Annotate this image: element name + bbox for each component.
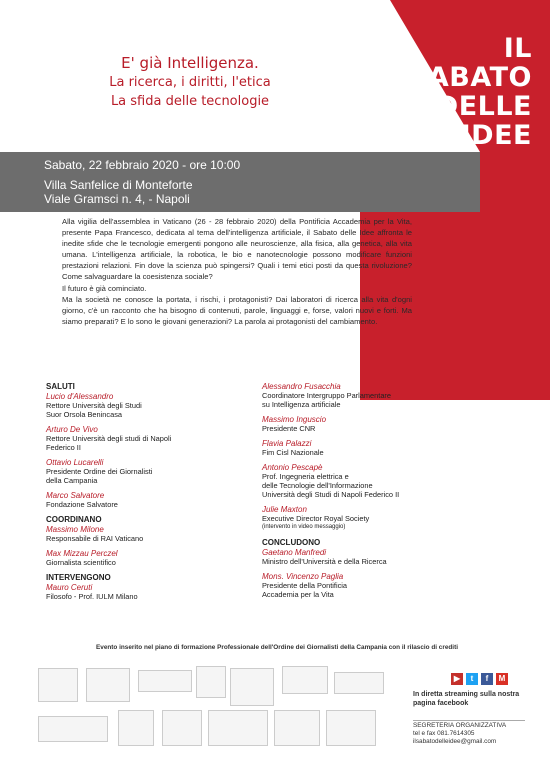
- speaker-name: Lucio d'Alessandro: [46, 392, 114, 401]
- streaming-note: In diretta streaming sulla nostra pagina facebook: [413, 691, 520, 707]
- secretariat: [413, 720, 533, 746]
- speaker-role: Responsabile di RAI Vaticano: [46, 534, 144, 543]
- divider: [413, 720, 525, 721]
- speaker-name: Massimo Inguscio: [262, 415, 327, 424]
- speaker-name: Mauro Ceruti: [46, 583, 93, 592]
- sponsor-logos: [38, 666, 388, 766]
- speaker-name: Alessandro Fusacchia: [262, 382, 341, 391]
- brand-line-1: IL: [503, 33, 532, 64]
- speaker-role: Coordinatore Intergruppo Parlamentare: [262, 391, 392, 400]
- speaker-role: Rettore Università degli studi di Napoli: [46, 434, 172, 443]
- intro-paragraph-3: Ma la società ne conosce la portata, i rischi, i protagonisti? Dai laboratori di ricerca alla vita d'ogni giorno, c'è un racconto che ha bisogno di contenuti, parole, linguaggi e, forse, valori nuovi e forti. Ma siamo preparati? E lo sono le giovani generazioni? La parola ai protagonisti del cambiamento.: [62, 294, 412, 326]
- sponsor-logo: [282, 666, 328, 694]
- speaker-name: Julie Maxton: [262, 505, 307, 514]
- intro-paragraph-2: Il futuro è già cominciato.: [62, 283, 147, 293]
- speaker-role: Filosofo - Prof. IULM Milano: [46, 592, 138, 601]
- secretariat-label: SEGRETERIA ORGANIZZATIVA: [413, 722, 507, 729]
- speaker-role: Giornalista scientifico: [46, 558, 116, 567]
- speaker-entry: [262, 505, 462, 532]
- speaker-role: Prof. Ingegneria elettrica e: [262, 472, 349, 481]
- secretariat-email[interactable]: ilsabatodelleidee@gmail.com: [413, 738, 497, 745]
- speaker-entry: [46, 392, 246, 419]
- event-address: Viale Gramsci n. 4, - Napoli: [44, 192, 190, 206]
- speaker-role: della Campania: [46, 476, 98, 485]
- sponsor-logo: [138, 670, 192, 692]
- sponsor-logo: [326, 710, 376, 746]
- sponsor-logo: [334, 672, 384, 694]
- intro-text: [62, 216, 412, 327]
- speaker-entry: [262, 463, 462, 499]
- social-links: [451, 673, 508, 685]
- event-venue: Villa Sanfelice di Monteforte: [44, 178, 193, 192]
- speaker-role: Rettore Università degli Studi: [46, 401, 142, 410]
- speaker-role: Università degli Studi di Napoli Federico II: [262, 490, 400, 499]
- secretariat-phone: tel e fax 081.7614305: [413, 730, 475, 737]
- speaker-role: Suor Orsola Benincasa: [46, 410, 122, 419]
- speaker-entry: [46, 549, 246, 567]
- sponsor-logo: [196, 666, 226, 698]
- coordinano-heading: COORDINANO: [46, 515, 102, 524]
- intervengono-heading: INTERVENGONO: [46, 573, 111, 582]
- speaker-name: Antonio Pescapè: [262, 463, 323, 472]
- twitter-icon[interactable]: t: [466, 673, 478, 685]
- sponsor-logo: [86, 668, 130, 702]
- speaker-name: Marco Salvatore: [46, 491, 105, 500]
- speaker-name: Max Mizzau Perczel: [46, 549, 118, 558]
- main-title: E' già Intelligenza.: [121, 54, 259, 72]
- speaker-entry: [262, 548, 462, 566]
- speaker-role: delle Tecnologie dell'Informazione: [262, 481, 373, 490]
- gmail-icon[interactable]: M: [496, 673, 508, 685]
- speaker-entry: [46, 425, 246, 452]
- intro-paragraph-1: Alla vigilia dell'assemblea in Vaticano (26 - 28 febbraio 2020) della Pontificia Accademia per la Vita, presente Papa Francesco, dedicata al tema dell'intelligenza artificiale, il Sabato delle Idee affronta le inedite sfide che le tecnologie emergenti pongono alle neuroscienze, alla fisica, alla genetica, alla vita umana. L'intelligenza artificiale, la robotica, le bio e nanotecnologie possono modificare funzioni prestazioni relazioni. Fin dove la scienza può spingersi? Quali i temi etici posti da questa rivoluzione? Come salvaguardare la coesistenza sociale?: [62, 217, 412, 282]
- sponsor-logo: [38, 716, 108, 742]
- speaker-role: Executive Director Royal Society: [262, 514, 370, 523]
- sponsor-logo: [208, 710, 268, 746]
- speaker-role: Accademia per la Vita: [262, 590, 334, 599]
- brand-line-3: DELLE: [435, 91, 532, 122]
- speaker-name: Gaetano Manfredi: [262, 548, 327, 557]
- subtitle-2: La sfida delle tecnologie: [110, 94, 270, 109]
- accreditation-note: Evento inserito nel piano di formazione Professionale dell'Ordine dei Giornalisti della Campania con il rilascio di crediti: [96, 644, 458, 651]
- speaker-role: Fim Cisl Nazionale: [262, 448, 324, 457]
- speaker-role: su Intelligenza artificiale: [262, 400, 341, 409]
- page-titles: [40, 53, 340, 111]
- brand-line-4: IDEE: [460, 120, 532, 151]
- brand-line-2: SABATO: [407, 62, 532, 93]
- sponsor-logo: [118, 710, 154, 746]
- subtitle-1: La ricerca, i diritti, l'etica: [109, 75, 271, 90]
- speaker-role: Presidente CNR: [262, 424, 316, 433]
- speaker-entry: [46, 525, 246, 543]
- sponsor-logo: [230, 668, 274, 706]
- speaker-name: Ottavio Lucarelli: [46, 458, 104, 467]
- sponsor-logo: [162, 710, 202, 746]
- speaker-role: Federico II: [46, 443, 81, 452]
- youtube-icon[interactable]: ▶: [451, 673, 463, 685]
- speaker-entry: [262, 415, 462, 433]
- concludono-heading: CONCLUDONO: [262, 538, 321, 547]
- sponsor-logo: [38, 668, 78, 702]
- sponsor-logo: [274, 710, 320, 746]
- speaker-name: Mons. Vincenzo Paglia: [262, 572, 344, 581]
- speaker-role: (intervento in video messaggio): [262, 524, 346, 530]
- saluti-heading: SALUTI: [46, 382, 75, 391]
- speaker-name: Massimo Milone: [46, 525, 104, 534]
- speaker-name: Arturo De Vivo: [46, 425, 98, 434]
- speaker-entry: [46, 458, 246, 485]
- event-date: Sabato, 22 febbraio 2020 - ore 10:00: [44, 158, 241, 172]
- program-left-column: [46, 382, 246, 607]
- speaker-entry: [46, 491, 246, 509]
- speaker-entry: [262, 439, 462, 457]
- speaker-entry: [46, 583, 246, 601]
- facebook-icon[interactable]: f: [481, 673, 493, 685]
- speaker-name: Flavia Palazzi: [262, 439, 312, 448]
- speaker-role: Ministro dell'Università e della Ricerca: [262, 557, 387, 566]
- program-right-column: [262, 382, 462, 605]
- speaker-role: Presidente della Pontificia: [262, 581, 348, 590]
- speaker-role: Presidente Ordine dei Giornalisti: [46, 467, 153, 476]
- speaker-entry: [262, 572, 462, 599]
- speaker-role: Fondazione Salvatore: [46, 500, 118, 509]
- speaker-entry: [262, 382, 462, 409]
